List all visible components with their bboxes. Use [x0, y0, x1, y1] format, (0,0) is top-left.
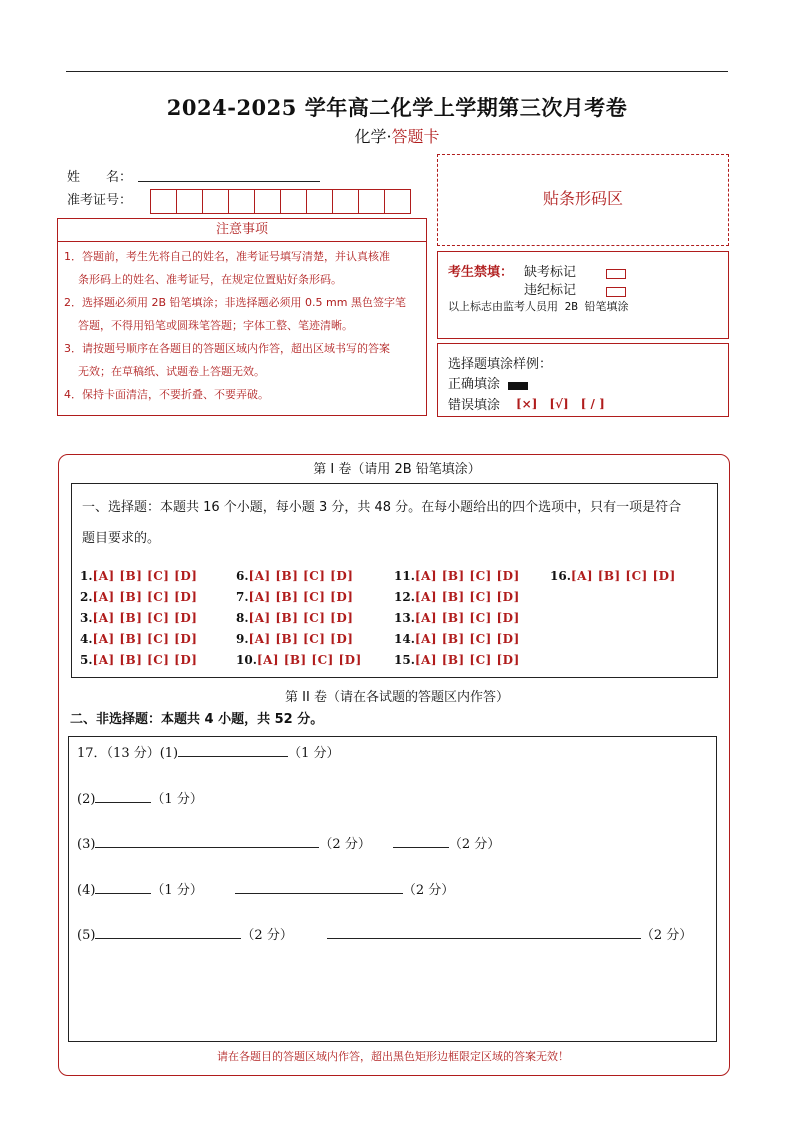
- mc-question-number: 2.: [80, 590, 93, 604]
- ban-note: 以上标志由监考人员用 2B 铅笔填涂: [448, 300, 629, 313]
- id-digit-box[interactable]: [254, 189, 281, 214]
- mc-options[interactable]: [A] [B] [C] [D]: [92, 611, 198, 625]
- mc-question: [236, 569, 353, 583]
- score-label: （2 分）: [448, 837, 501, 852]
- q17-part4: [77, 879, 454, 898]
- note-line: 答题，不得用铅笔或圆珠笔答题；字体工整、笔迹清晰。: [78, 319, 353, 332]
- mc-question-number: 12.: [394, 590, 415, 604]
- mc-question: [80, 569, 197, 583]
- part-label: (5): [77, 928, 96, 943]
- id-digit-box[interactable]: [306, 189, 333, 214]
- mc-instruction-1: 一、选择题：本题共 16 个小题，每小题 3 分，共 48 分。在每小题给出的四个选项中，只有一项是符合: [82, 500, 682, 515]
- note-line: 无效；在草稿纸、试题卷上答题无效。: [78, 365, 265, 378]
- subtitle-card: 答题卡: [391, 127, 440, 146]
- mc-question-number: 7.: [236, 590, 249, 604]
- mc-question: [80, 590, 197, 604]
- fill-example-box: [437, 343, 729, 417]
- mc-question-number: 11.: [394, 569, 415, 583]
- mc-question: [236, 632, 353, 646]
- mc-question-number: 16.: [550, 569, 571, 583]
- mc-question: [80, 611, 197, 625]
- section1-title: 第 I 卷（请用 2B 铅笔填涂）: [313, 462, 481, 477]
- q17-part5: [77, 924, 692, 943]
- fill-example-title: 选择题填涂样例：: [448, 357, 553, 372]
- id-digit-box[interactable]: [228, 189, 255, 214]
- proctor-box: [437, 251, 729, 339]
- note-line: 4．保持卡面清洁，不要折叠、不要弄破。: [64, 388, 269, 401]
- mc-question-number: 5.: [80, 653, 93, 667]
- mc-options[interactable]: [A] [B] [C] [D]: [414, 569, 520, 583]
- violation-mark-box[interactable]: [606, 287, 626, 297]
- absent-mark-box[interactable]: [606, 269, 626, 279]
- mc-question-number: 1.: [80, 569, 93, 583]
- absent-label: 缺考标记: [524, 265, 577, 280]
- mc-question: [394, 632, 520, 646]
- section2-instruction: 二、非选择题：本题共 4 小题，共 52 分。: [70, 712, 324, 727]
- part-label: (3): [77, 837, 96, 852]
- mc-question-number: 14.: [394, 632, 415, 646]
- mc-question: [80, 653, 197, 667]
- score-label: （1 分）: [151, 792, 203, 807]
- q17-part3: [77, 833, 500, 852]
- mc-question: [394, 611, 520, 625]
- mc-question-number: 3.: [80, 611, 93, 625]
- id-digit-box[interactable]: [332, 189, 359, 214]
- answer-blank[interactable]: [393, 834, 449, 848]
- id-digit-box[interactable]: [384, 189, 411, 214]
- name-label: 姓 名：: [67, 170, 133, 185]
- score-label: （2 分）: [319, 837, 371, 852]
- id-digit-box[interactable]: [202, 189, 229, 214]
- mc-question: [236, 611, 353, 625]
- id-digit-box[interactable]: [358, 189, 385, 214]
- notes-title: 注意事项: [57, 218, 427, 242]
- q17-box[interactable]: [68, 736, 717, 1042]
- page-title: 2024-2025 学年高二化学上学期第三次月考卷: [166, 95, 628, 120]
- mc-options[interactable]: [A] [B] [C] [D]: [92, 632, 198, 646]
- mc-options[interactable]: [A] [B] [C] [D]: [414, 632, 520, 646]
- mc-options[interactable]: [A] [B] [C] [D]: [248, 611, 354, 625]
- part-label: (4): [77, 883, 96, 898]
- mc-options[interactable]: [A] [B] [C] [D]: [92, 653, 198, 667]
- violation-label: 违纪标记: [524, 283, 577, 298]
- mc-question: [394, 590, 520, 604]
- id-digit-box[interactable]: [176, 189, 203, 214]
- name-field[interactable]: [138, 181, 320, 182]
- mc-question: [236, 653, 362, 667]
- exam-id-boxes[interactable]: [151, 189, 411, 214]
- section2-title: 第 II 卷（请在各试题的答题区内作答）: [285, 690, 509, 705]
- absent-mark[interactable]: [606, 263, 626, 282]
- score-label: （2 分）: [241, 928, 293, 943]
- mc-options[interactable]: [A] [B] [C] [D]: [570, 569, 676, 583]
- mc-question-number: 9.: [236, 632, 249, 646]
- mc-options[interactable]: [A] [B] [C] [D]: [414, 611, 520, 625]
- mc-question-number: 4.: [80, 632, 93, 646]
- id-label: 准考证号：: [67, 193, 133, 208]
- answer-blank[interactable]: [178, 743, 288, 757]
- score-label: （2 分）: [402, 883, 455, 898]
- score-label: （1 分）: [151, 883, 203, 898]
- score-label: （1 分）: [288, 746, 340, 761]
- top-rule: [66, 71, 728, 72]
- score-label: （2 分）: [640, 928, 693, 943]
- mc-instruction-2: 题目要求的。: [82, 531, 161, 546]
- subtitle-subject: 化学·: [354, 127, 392, 146]
- answer-blank[interactable]: [235, 880, 403, 894]
- note-line: 3．请按题号顺序在各题目的答题区域内作答，超出区域书写的答案: [64, 342, 390, 355]
- page-subtitle: [0, 124, 794, 147]
- mc-question-number: 8.: [236, 611, 249, 625]
- q17-part1: [77, 742, 340, 761]
- note-line: 2．选择题必须用 2B 铅笔填涂；非选择题必须用 0.5 mm 黑色签字笔: [64, 296, 406, 309]
- mc-options[interactable]: [A] [B] [C] [D]: [92, 569, 198, 583]
- note-line: 条形码上的姓名、准考证号，在规定位置贴好条形码。: [78, 273, 342, 286]
- barcode-area[interactable]: 贴条形码区: [437, 154, 729, 246]
- part-label: (2): [77, 792, 96, 807]
- mc-options[interactable]: [A] [B] [C] [D]: [414, 653, 520, 667]
- wrong-fill-label: 错误填涂: [448, 398, 501, 413]
- mc-options[interactable]: [A] [B] [C] [D]: [92, 590, 198, 604]
- mc-options[interactable]: [A] [B] [C] [D]: [248, 590, 354, 604]
- mc-question-number: 10.: [236, 653, 257, 667]
- mc-question-number: 13.: [394, 611, 415, 625]
- correct-fill-label: 正确填涂: [448, 377, 501, 392]
- mc-question: [394, 653, 520, 667]
- mc-question: [394, 569, 520, 583]
- black-filled-mark: [508, 382, 528, 390]
- mc-options[interactable]: [A] [B] [C] [D]: [414, 590, 520, 604]
- mc-options[interactable]: [A] [B] [C] [D]: [248, 632, 354, 646]
- ban-title: 考生禁填：: [448, 265, 514, 280]
- mc-question: [80, 632, 197, 646]
- correct-fill-sample: [508, 375, 528, 394]
- footer-warning: 请在各题目的答题区域内作答，超出黑色矩形边框限定区域的答案无效！: [217, 1050, 569, 1063]
- id-digit-box[interactable]: [150, 189, 177, 214]
- id-digit-box[interactable]: [280, 189, 307, 214]
- notes-box: [57, 241, 427, 416]
- mc-question: [236, 590, 353, 604]
- answer-blank[interactable]: [327, 925, 641, 939]
- answer-blank[interactable]: [95, 880, 151, 894]
- q17-part2: [77, 788, 203, 807]
- mc-question-number: 15.: [394, 653, 415, 667]
- answer-blank[interactable]: [95, 925, 241, 939]
- mc-options[interactable]: [A] [B] [C] [D]: [256, 653, 362, 667]
- answer-blank[interactable]: [95, 834, 319, 848]
- q17-head: 17．（13 分）(1): [77, 746, 179, 761]
- mc-question-number: 6.: [236, 569, 249, 583]
- answer-blank[interactable]: [95, 789, 151, 803]
- mc-options[interactable]: [A] [B] [C] [D]: [248, 569, 354, 583]
- mc-question: [550, 569, 676, 583]
- wrong-fill-samples: [×] [√] [ / ]: [516, 397, 605, 411]
- note-line: 1．答题前，考生先将自己的姓名，准考证号填写清楚，并认真核准: [64, 250, 390, 263]
